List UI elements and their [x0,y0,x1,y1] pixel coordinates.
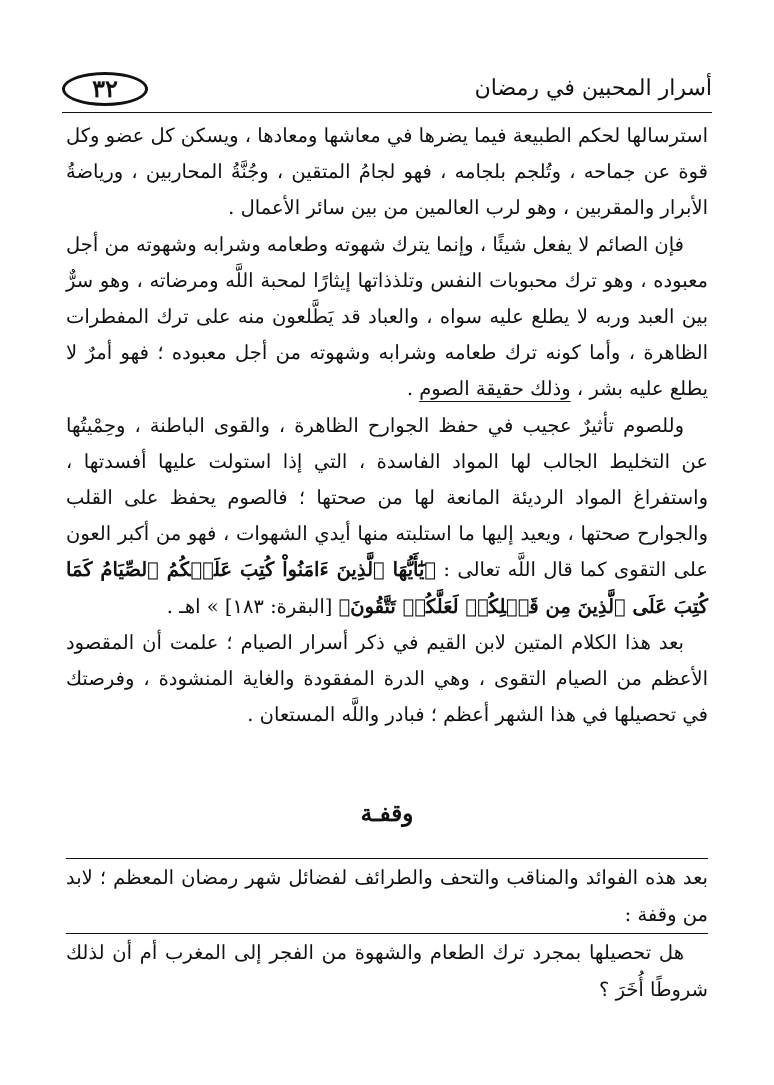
section-heading: وقفـة [360,800,414,827]
paragraph-2 [66,227,708,408]
page-number: ٣٢ [92,74,118,103]
page-header [62,70,712,110]
boxed-statement: بعد هذه الفوائد والمناقب والتحف والطرائف لفضائل شهر رمضان المعظم ؛ لابد من وقفة : [66,858,708,934]
paragraph-3 [66,408,708,625]
paragraph-4: بعد هذا الكلام المتين لابن القيم في ذكر أسرار الصيام ؛ علمت أن المقصود الأعظم من الصيام التقوى ، وهي الدرة المفقودة والغاية المنشودة ، وفرصتك في تحصيلها في هذا الشهر أعظم ؛ فبادر واللَّه المستعان . [66,630,708,727]
verse-reference: [البقرة: ١٨٣] » اهـ . [166,594,339,618]
paragraph-2-text: فإن الصائم لا يفعل شيئًا ، وإنما يترك شهوته وطعامه وشرابه وشهوته من أجل معبوده ، وهو ترك محبوبات النفس وتلذذاتها إيثارًا لمحبة اللَّه ومرضاته ، وهو سرٌّ بين العبد وربه لا يطلع عليه سواه ، والعباد قد يَطَّلعون منه على ترك المفطرات الظاهرة ، وأما كونه ترك طعامه وشرابه وشهوته من أجل معبوده ؛ فهو أمرٌ لا يطلع عليه بشر ، [66,232,708,401]
question-paragraph: هل تحصيلها بمجرد ترك الطعام والشهوة من الفجر إلى المغرب أم أن لذلك شروطًا أُخَرَ ؟ [66,941,708,1001]
closing-section [66,858,708,1008]
underlined-phrase: وذلك حقيقة الصوم [419,377,571,401]
paragraph-3-text: وللصوم تأثيرٌ عجيب في حفظ الجوارح الظاهرة ، والقوى الباطنة ، وحِمْيتُها عن التخليط الجالب لها المواد الفاسدة ، التي إذا استولت عليها أفسدتها ، واستفراغ المواد الرديئة المانعة لها من صحتها ؛ فالصوم يحفظ على القلب والجوارح صحتها ، ويعيد إليها ما استلبته منها أيدي الشهوات ، فهو من أكبر العون على التقوى كما قال اللَّه تعالى : [66,413,708,582]
page-number-badge [62,72,148,106]
paragraph-2-end: . [406,377,420,401]
main-text [66,118,708,733]
paragraph-1: استرسالها لحكم الطبيعة فيما يضرها في معاشها ومعادها ، ويسكن كل عضو وكل قوة عن جماحه ، وتُلجم بلجامه ، فهو لجامُ المتقين ، وجُنَّةُ المحاربين ، ورياضةُ الأبرار والمقربين ، وهو لرب العالمين من بين سائر الأعمال . [66,124,708,220]
header-divider [62,112,712,113]
running-title: أسرار المحبين في رمضان [474,76,712,101]
quran-verse: ﴿يَٰٓأَيُّهَا ٱلَّذِينَ ءَامَنُواْ كُتِبَ عَلَيۡكُمُ ٱلصِّيَامُ كَمَا كُتِبَ عَلَى ٱلَّذِينَ مِن قَبۡلِكُمۡ لَعَلَّكُمۡ تَتَّقُونَ﴾ [66,558,708,618]
